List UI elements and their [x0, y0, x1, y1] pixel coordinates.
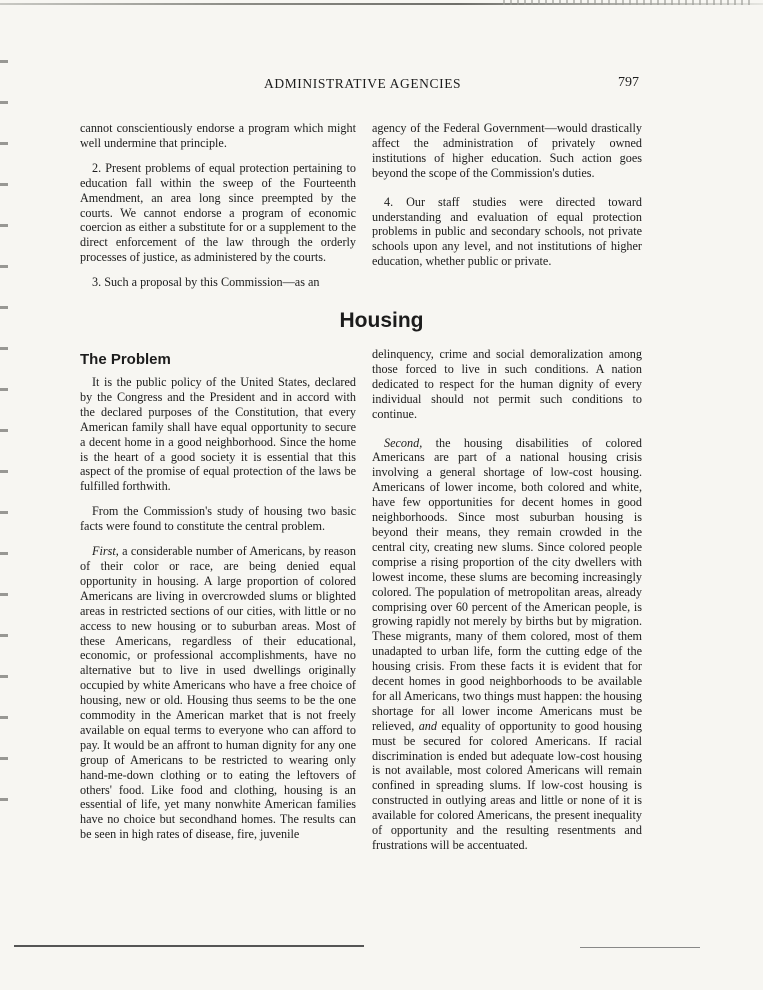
- running-head: ADMINISTRATIVE AGENCIES: [264, 76, 462, 91]
- binding-margin-marks: [0, 60, 8, 820]
- paragraph-text: the housing disabilities of colored Americans are part of a national housing crisis involving a general shortage of low-cost housing. Americans of lower income, both colored and white, have few opportunities for decent homes in good neighborhoods. Since most suburban housing is beyond their means, they remain crowded in the central city, creating new slums. Since colored people comprise a rising proportion of the city dwellers with lowest income, these slums are becoming increasingly colored. The population of metropolitan areas, already comprising over 60 percent of the American people, is growing rapidly not merely by births but by migration. These migrants, many of them colored, most of them unadapted to urban life, form the cutting edge of the housing crisis. From these facts it is evident that for decent homes in good neighborhoods to be available for all Americans, two things must happen: the housing shortage for all lower income Americans must be relieved,: [372, 435, 642, 733]
- paragraph: 3. Such a proposal by this Commission—as an: [92, 275, 320, 290]
- section-title: Housing: [339, 309, 424, 332]
- page-header: [0, 74, 763, 94]
- emphasis-first: First,: [92, 544, 119, 559]
- paragraph: 4. Our staff studies were directed toward understanding and evaluation of equal protection problems in public and secondary schools, not private schools upon any level, and not institutions of higher education, whether public or private.: [372, 194, 642, 269]
- paragraph-text: a considerable number of Americans, by reason of their color or race, are being denied equal opportunity in housing. A large proportion of colored Americans are living in overcrowded slums or blighted areas in restricted sections of our cities, with little or no access to new housing or to suburban areas. Most of these Americans, regardless of their educational, economic, or professional accomplishments, have no alternative but to live in used dwellings originally occupied by white Americans who have a free choice of housing, new or old. Housing thus seems to be the one commodity in the American market that is not freely available on equal terms to everyone who can afford to pay. It would be an affront to human dignity for any one group of Americans to be restricted to wearing only hand-me-down clothing or to eating the leftovers of others' food. Like food and clothing, housing is an essential of life, yet many nonwhite American families have no choice but secondhand homes. The results can be seen in high rates of disease, fire, juvenile: [80, 544, 356, 842]
- bottom-rule: [14, 945, 364, 947]
- scan-edge-dots: [503, 0, 753, 5]
- emphasis-and: and: [418, 718, 437, 733]
- bottom-right-column: [372, 347, 642, 853]
- page-number: 797: [618, 75, 639, 90]
- paragraph: From the Commission's study of housing two basic facts were found to constitute the central problem.: [80, 504, 356, 534]
- paragraph: cannot conscientiously endorse a program which might well undermine that principle.: [80, 121, 356, 150]
- top-right-column: [372, 121, 642, 269]
- bottom-left-column: [80, 375, 356, 842]
- emphasis-second: Second,: [384, 435, 423, 450]
- paragraph: [372, 436, 642, 853]
- paragraph: [80, 544, 356, 842]
- paragraph: It is the public policy of the United States, declared by the Congress and the President and in accord with the declared purposes of the Constitution, that every American family shall have equal opportunity to secure a decent home in a good neighborhood. Since the home is the heart of a good society it is essential that this aspect of the promise of equal protection of the laws be fulfilled forthwith.: [80, 375, 356, 494]
- paragraph-text: equality of opportunity to good housing must be secured for colored Americans. If racial discrimination is ended but adequate low-cost housing is not available, most colored Americans will remain confined in spreading slums. If low-cost housing is constructed in outlying areas and little or none of it is available for colored Americans, the present inequality of opportunity and the resulting resentments and frustrations will be accentuated.: [372, 718, 642, 852]
- paragraph: agency of the Federal Government—would drastically affect the administration of privately owned institutions of higher education. Such action goes beyond the scope of the Commission's duties.: [372, 121, 642, 180]
- subsection-title: The Problem: [80, 351, 171, 368]
- top-left-column: [80, 121, 356, 290]
- bottom-rule-short: [580, 947, 700, 948]
- paragraph: delinquency, crime and social demoralization among those forced to live in such conditions. A nation dedicated to respect for the human dignity of every individual should not permit such conditions to continue.: [372, 347, 642, 421]
- paragraph: 2. Present problems of equal protection pertaining to education fall within the sweep of the Fourteenth Amendment, an area long since preempted by the courts. We cannot endorse a program of economic coercion as either a substitute for or a supplement to the direct enforcement of the law through the orderly processes of justice, as administered by the courts.: [80, 160, 356, 265]
